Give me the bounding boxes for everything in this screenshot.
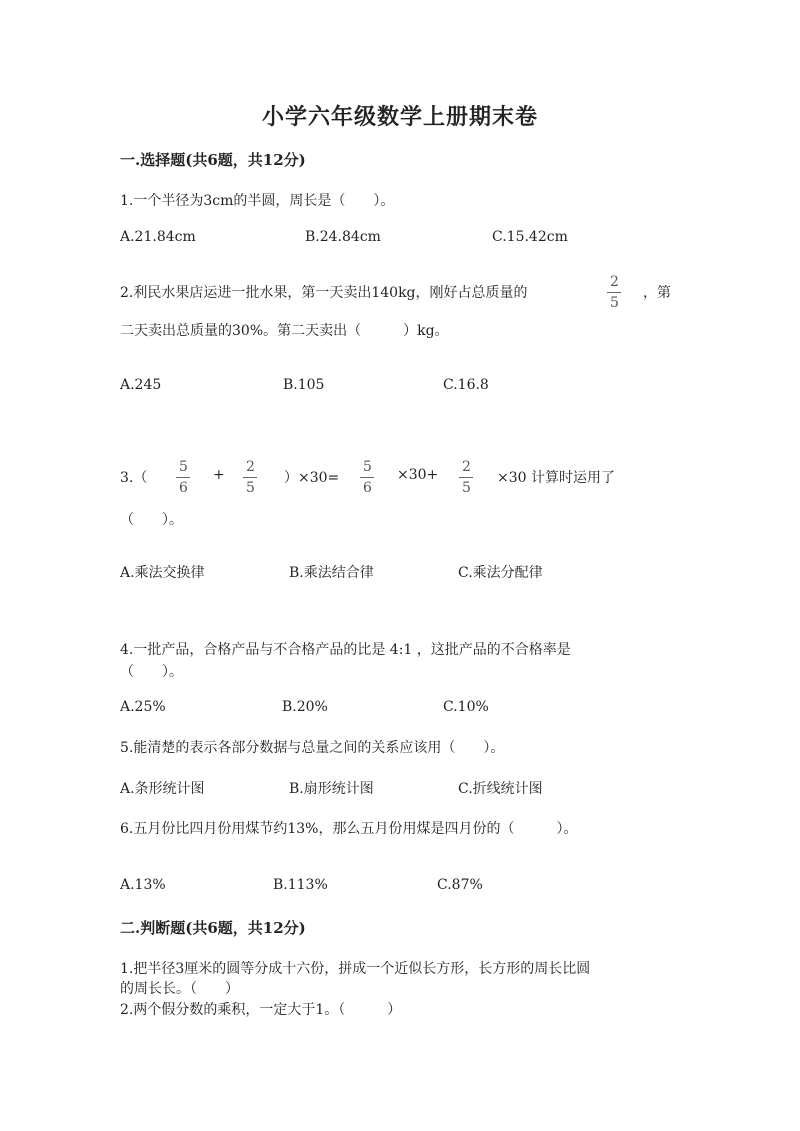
- section-heading-choice: 一.选择题(共6题，共12分): [120, 151, 306, 169]
- q1-option-a[interactable]: A.21.84cm: [120, 229, 196, 245]
- question-2-line2: 二天卖出总质量的30%。第二天卖出（ ）kg。: [120, 323, 449, 339]
- question-5-text: 5.能清楚的表示各部分数据与总量之间的关系应该用（ ）。: [120, 740, 505, 756]
- section-heading-judge: 二.判断题(共6题，共12分): [120, 919, 306, 937]
- q2-option-c[interactable]: C.16.8: [443, 377, 489, 393]
- q6-option-a[interactable]: A.13%: [120, 877, 166, 893]
- fraction-five-sixths: [176, 460, 191, 495]
- q5-option-c[interactable]: C.折线统计图: [458, 781, 543, 797]
- fraction-denominator: 6: [363, 480, 372, 496]
- fraction-two-fifths: [243, 460, 258, 495]
- q5-option-a[interactable]: A.条形统计图: [120, 781, 205, 797]
- fraction-numerator: 2: [462, 459, 471, 475]
- question-3-suffix: ×30 计算时运用了: [497, 470, 615, 486]
- q1-option-b[interactable]: B.24.84cm: [305, 229, 381, 245]
- plus-sign: +: [213, 467, 225, 483]
- q4-option-c[interactable]: C.10%: [443, 699, 489, 715]
- question-2-text-cont: ，第: [643, 285, 671, 301]
- fraction-bar: [176, 477, 190, 478]
- fraction-five-sixths: [360, 460, 375, 495]
- question-2-text: 2.利民水果店运进一批水果，第一天卖出140kg，刚好占总质量的: [120, 285, 528, 301]
- fraction-numerator: 5: [179, 459, 188, 475]
- fraction-numerator: 2: [246, 459, 255, 475]
- question-6-text: 6.五月份比四月份用煤节约13%，那么五月份用煤是四月份的（ ）。: [120, 821, 578, 837]
- fraction-two-fifths: [607, 275, 622, 310]
- question-4-line2: （ ）。: [120, 664, 183, 680]
- fraction-denominator: 5: [462, 480, 471, 496]
- q4-option-a[interactable]: A.25%: [120, 699, 166, 715]
- fraction-denominator: 6: [179, 480, 188, 496]
- question-3-mid2: ×30+: [397, 467, 439, 483]
- q6-option-c[interactable]: C.87%: [437, 877, 483, 893]
- question-3-mid1: ）×30=: [284, 470, 340, 486]
- fraction-two-fifths: [459, 460, 474, 495]
- fraction-denominator: 5: [246, 480, 255, 496]
- fraction-numerator: 2: [610, 274, 619, 290]
- q5-option-b[interactable]: B.扇形统计图: [289, 781, 374, 797]
- judge-question-2-text: 2.两个假分数的乘积，一定大于1。（ ）: [120, 1002, 402, 1018]
- q4-option-b[interactable]: B.20%: [282, 699, 328, 715]
- q1-option-c[interactable]: C.15.42cm: [492, 229, 568, 245]
- q6-option-b[interactable]: B.113%: [273, 877, 328, 893]
- fraction-numerator: 5: [363, 459, 372, 475]
- question-1-text: 1.一个半径为3cm的半圆，周长是（ ）。: [120, 193, 395, 209]
- q2-option-a[interactable]: A.245: [120, 377, 162, 393]
- fraction-bar: [243, 477, 257, 478]
- q3-option-a[interactable]: A.乘法交换律: [120, 565, 205, 581]
- fraction-bar: [607, 292, 621, 293]
- fraction-bar: [459, 477, 473, 478]
- fraction-denominator: 5: [610, 295, 619, 311]
- question-4-text: 4.一批产品，合格产品与不合格产品的比是 4:1 ，这批产品的不合格率是: [120, 642, 571, 658]
- fraction-bar: [360, 477, 374, 478]
- question-3-line2: （ ）。: [120, 512, 183, 528]
- question-3-prefix: 3.（: [120, 470, 148, 486]
- page-title: 小学六年级数学上册期末卷: [261, 104, 538, 130]
- judge-question-1-line2: 的周长长。（ ）: [120, 981, 239, 997]
- judge-question-1-text: 1.把半径3厘米的圆等分成十六份，拼成一个近似长方形，长方形的周长比圆: [120, 961, 591, 977]
- q3-option-c[interactable]: C.乘法分配律: [458, 565, 543, 581]
- q2-option-b[interactable]: B.105: [283, 377, 325, 393]
- q3-option-b[interactable]: B.乘法结合律: [289, 565, 374, 581]
